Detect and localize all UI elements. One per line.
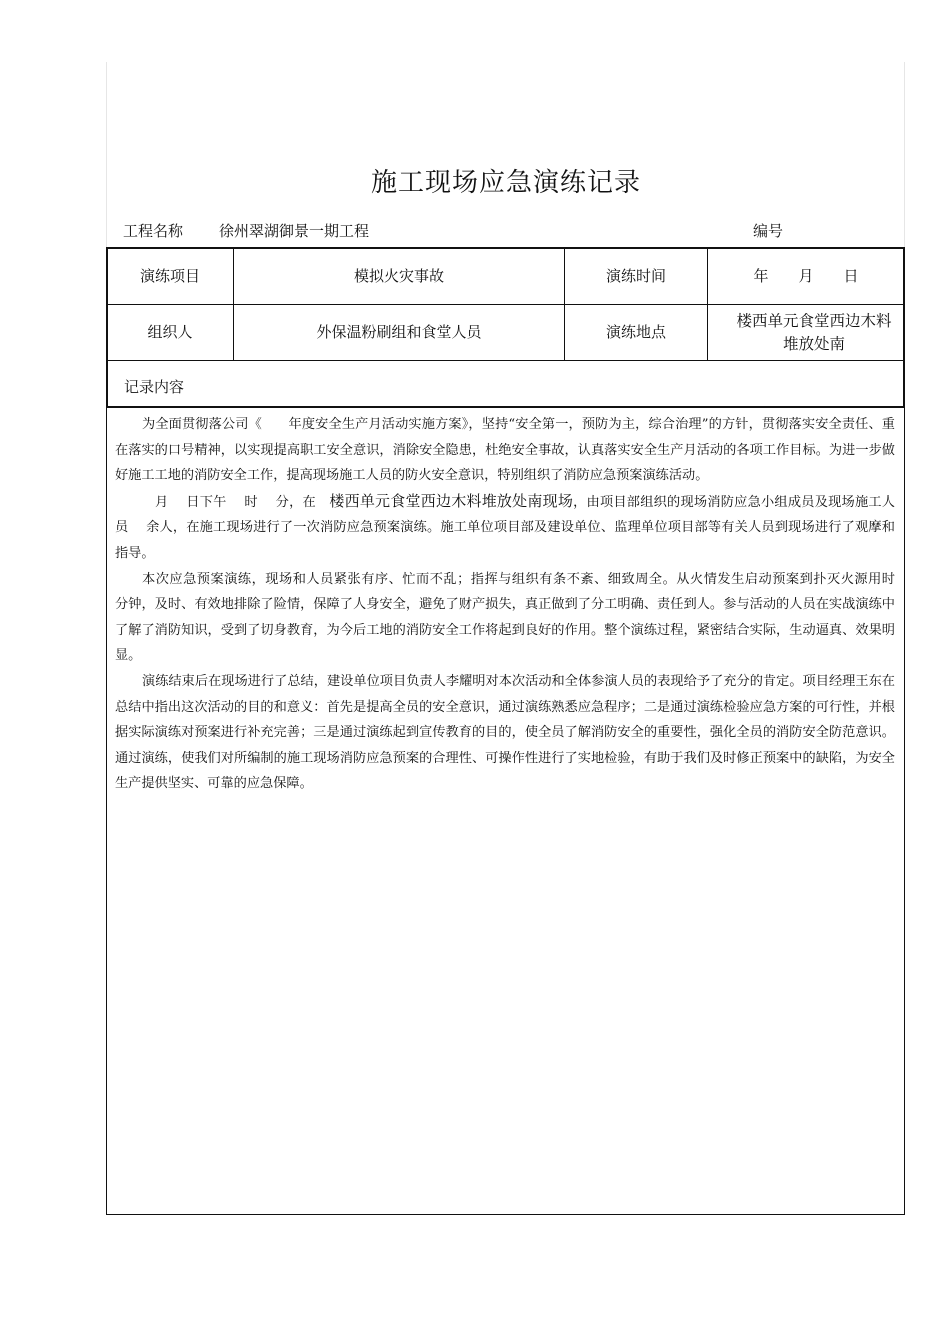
drill-time-value: 年 月 日 [753, 266, 859, 285]
drill-item-value: 模拟火灾事故 [353, 266, 444, 285]
document-title: 施工现场应急演练记录 [370, 168, 641, 198]
record-content-label: 记录内容 [124, 378, 185, 396]
document-number-label: 编号 [753, 222, 784, 240]
drill-time-label: 演练时间 [605, 266, 666, 285]
record-paragraph-4: 演练结束后在现场进行了总结，建设单位项目负责人李耀明对本次活动和全体参演人员的表现给予了充分的肯定。项目经理王东在总结中指出这次活动的目的和意义：首先是提高全员的安全意识，通过演练熟悉应急程序；二是通过演练检验应急方案的可行性，并根据实际演练对预案进行补充完善；三是通过演练起到宣传教育的目的，使全员了解消防安全的重要性，强化全员的消防安全防范意识。通过演练，使我们对所编制的施工现场消防应急预案的合理性、可操作性进行了实地检验，有助于我们及时修正预案中的缺陷，为安全生产提供坚实、可靠的应急保障。 [115, 673, 895, 792]
project-name-value: 徐州翠湖御景一期工程 [219, 222, 370, 240]
record-p2-prefix: 月 日下午 时 分，在 [155, 494, 330, 510]
record-content [115, 412, 913, 797]
record-paragraph-1: 为全面贯彻落公司《 年度安全生产月活动实施方案》，坚持“安全第一，预防为主，综合治理”的方针，贯彻落实安全责任、重在落实的口号精神，以实现提高职工安全意识，消除安全隐患，杜绝安全事故，认真落实安全生产月活动的各项工作目标。为进一步做好施工工地的消防安全工作，提高现场施工人员的防火安全意识，特别组织了消防应急预案演练活动。 [115, 417, 895, 484]
organizer-value: 外保温粉刷组和食堂人员 [316, 323, 482, 341]
record-p2-location: 楼西单元食堂西边木料堆放处南现场 [329, 491, 574, 510]
record-p2-suffix: ，由项目部组织的现场消防应急小组成员及现场施工人员 余人，在施工现场进行了一次消防应急预案演练。施工单位项目部及建设单位、监理单位项目部等有关人员到现场进行了观摩和指导。 [115, 494, 895, 561]
drill-location-value: 楼西单元食堂西边木料堆放处南 [736, 311, 892, 353]
project-name-label: 工程名称 [123, 222, 184, 240]
organizer-label: 组织人 [147, 323, 193, 341]
drill-location-label: 演练地点 [605, 323, 666, 341]
row-divider [107, 406, 904, 408]
project-meta-row [106, 220, 906, 242]
drill-item-label: 演练项目 [139, 266, 200, 285]
row-divider [107, 360, 904, 361]
record-paragraph-2 [115, 489, 895, 567]
record-paragraph-3: 本次应急预案演练，现场和人员紧张有序、忙而不乱；指挥与组织有条不紊、细致周全。从火情发生启动预案到扑灭火源用时 分钟，及时、有效地排除了险情，保障了人身安全，避免了财产损失，真正做到了分工明确、责任到人。参与活动的人员在实战演练中了解了消防知识，受到了切身教育，为今后工地的消防安全工作将起到良好的作用。整个演练过程，紧密结合实际，生动逼真、效果明显。 [115, 571, 913, 664]
record-table [106, 247, 913, 1215]
